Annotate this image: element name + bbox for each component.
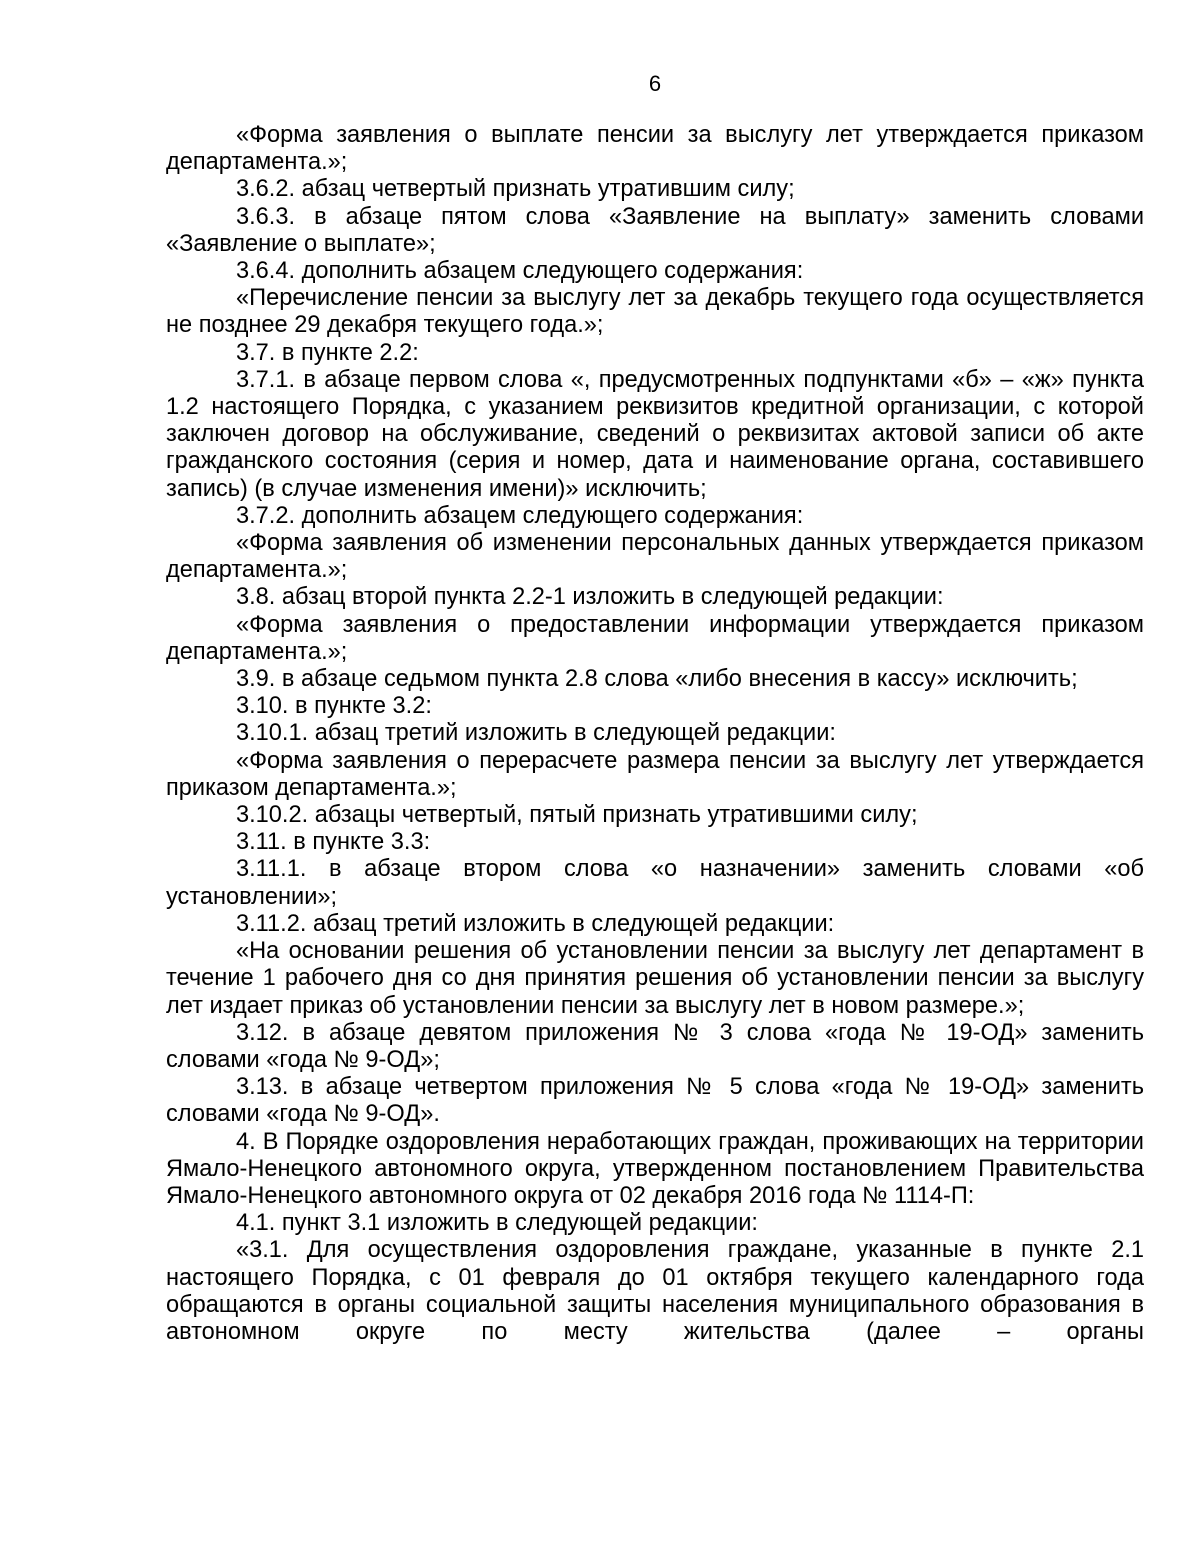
paragraph: 4.1. пункт 3.1 изложить в следующей редакции: xyxy=(236,1210,758,1237)
paragraph: 3.11. в пункте 3.3: xyxy=(236,829,431,856)
page-number: 6 xyxy=(648,71,662,96)
paragraph: «Форма заявления о выплате пенсии за выслугу лет утверждается приказом департамента.»; xyxy=(166,122,1144,176)
paragraph: 3.8. абзац второй пункта 2.2-1 изложить в следующей редакции: xyxy=(236,584,944,611)
paragraph: «Форма заявления о предоставлении информации утверждается приказом департамента.»; xyxy=(166,611,1144,665)
paragraph: 3.6.2. абзац четвертый признать утратившим силу; xyxy=(236,176,795,203)
paragraph: 3.10.1. абзац третий изложить в следующей редакции: xyxy=(236,720,836,747)
paragraph: 3.7.2. дополнить абзацем следующего содержания: xyxy=(236,502,804,529)
paragraph: «Форма заявления об изменении персональных данных утверждается приказом департамента.»; xyxy=(166,530,1144,584)
paragraph: 3.6.4. дополнить абзацем следующего содержания: xyxy=(236,258,804,285)
document-body xyxy=(166,122,1144,1346)
paragraph: 3.13. в абзаце четвертом приложения № 5 слова «года № 19-ОД» заменить словами «года № 9-ОД». xyxy=(166,1074,1144,1128)
paragraph: 3.10.2. абзацы четвертый, пятый признать утратившими силу; xyxy=(236,802,918,829)
paragraph: 3.10. в пункте 3.2: xyxy=(236,693,432,720)
paragraph: 3.11.2. абзац третий изложить в следующей редакции: xyxy=(236,910,835,937)
paragraph: 3.9. в абзаце седьмом пункта 2.8 слова «либо внесения в кассу» исключить; xyxy=(236,666,1078,693)
paragraph: «3.1. Для осуществления оздоровления граждане, указанные в пункте 2.1 настоящего Порядка, с 01 февраля до 01 октября текущего календарного года обращаются в органы социальной защиты населения муниципального образования в автономном округе по месту жительства (далее – органы xyxy=(166,1237,1144,1345)
paragraph: 3.6.3. в абзаце пятом слова «Заявление на выплату» заменить словами «Заявление о выплате»; xyxy=(166,203,1144,257)
paragraph: 4. В Порядке оздоровления неработающих граждан, проживающих на территории Ямало-Ненецкого автономного округа, утвержденном постановлением Правительства Ямало-Ненецкого автономного округа от 02 декабря 2016 года № 1114-П: xyxy=(166,1128,1144,1209)
paragraph: 3.12. в абзаце девятом приложения № 3 слова «года № 19-ОД» заменить словами «года № 9-ОД»; xyxy=(166,1019,1144,1073)
paragraph: «Перечисление пенсии за выслугу лет за декабрь текущего года осуществляется не позднее 29 декабря текущего года.»; xyxy=(166,285,1144,339)
paragraph: 3.11.1. в абзаце втором слова «о назначении» заменить словами «об установлении»; xyxy=(166,856,1144,910)
paragraph: «Форма заявления о перерасчете размера пенсии за выслугу лет утверждается приказом департамента.»; xyxy=(166,747,1144,801)
paragraph: 3.7.1. в абзаце первом слова «, предусмотренных подпунктами «б» – «ж» пункта 1.2 настоящего Порядка, с указанием реквизитов кредитной организации, с которой заключен договор на обслуживание, сведений о реквизитах актовой записи об акте гражданского состояния (серия и номер, дата и наименование органа, составившего запись) (в случае изменения имени)» исключить; xyxy=(166,366,1144,502)
paragraph: «На основании решения об установлении пенсии за выслугу лет департамент в течение 1 рабочего дня со дня принятия решения об установлении пенсии за выслугу лет издает приказ об установлении пенсии за выслугу лет в новом размере.»; xyxy=(166,938,1144,1019)
paragraph: 3.7. в пункте 2.2: xyxy=(236,339,419,366)
